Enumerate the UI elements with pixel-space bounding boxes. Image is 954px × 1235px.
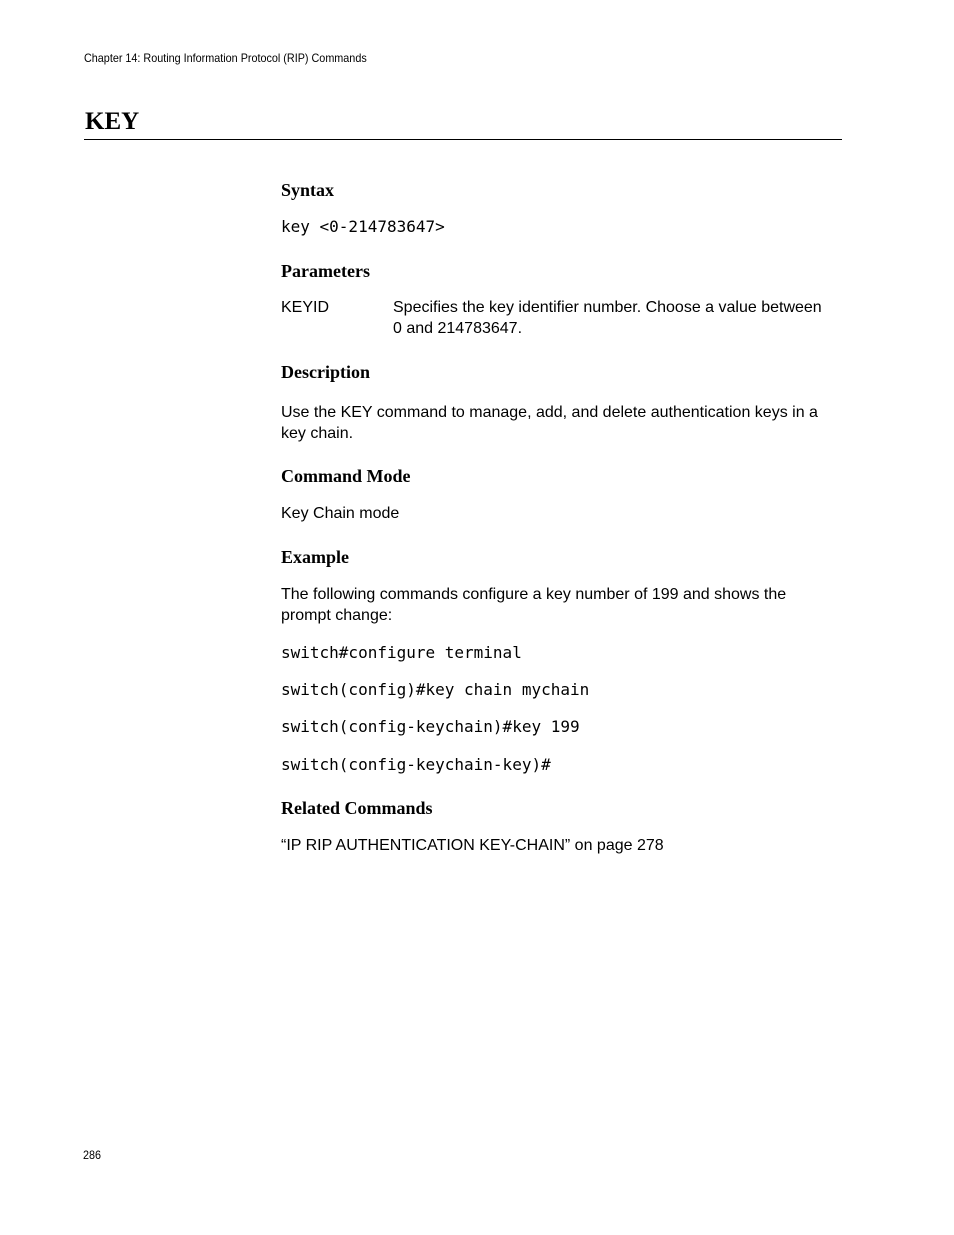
- related-commands-heading: Related Commands: [281, 798, 433, 818]
- example-code-line: switch(config)#key chain mychain: [281, 680, 590, 699]
- title-divider: [84, 139, 842, 140]
- example-heading: Example: [281, 547, 350, 567]
- example-code-line: switch(config-keychain-key)#: [281, 755, 551, 774]
- syntax-heading: Syntax: [281, 180, 335, 200]
- parameter-name: KEYID: [281, 299, 330, 316]
- description-heading: Description: [281, 362, 370, 382]
- description-text: Use the KEY command to manage, add, and delete authentication keys in a key chain.: [281, 404, 818, 442]
- parameters-heading: Parameters: [281, 261, 370, 281]
- parameter-description: Specifies the key identifier number. Choose a value between 0 and 214783647.: [393, 299, 822, 337]
- example-text: The following commands configure a key number of 199 and shows the prompt change:: [281, 586, 787, 624]
- running-header: Chapter 14: Routing Information Protocol (RIP) Commands: [84, 51, 367, 65]
- page-number: 286: [83, 1148, 102, 1162]
- syntax-code: key <0-214783647>: [281, 217, 445, 236]
- example-code-line: switch#configure terminal: [281, 643, 522, 662]
- related-command-link[interactable]: “IP RIP AUTHENTICATION KEY-CHAIN” on page 278: [281, 837, 664, 854]
- example-code-line: switch(config-keychain)#key 199: [281, 717, 580, 736]
- page-title: KEY: [85, 108, 140, 135]
- command-mode-heading: Command Mode: [281, 466, 411, 486]
- command-mode-text: Key Chain mode: [281, 505, 400, 522]
